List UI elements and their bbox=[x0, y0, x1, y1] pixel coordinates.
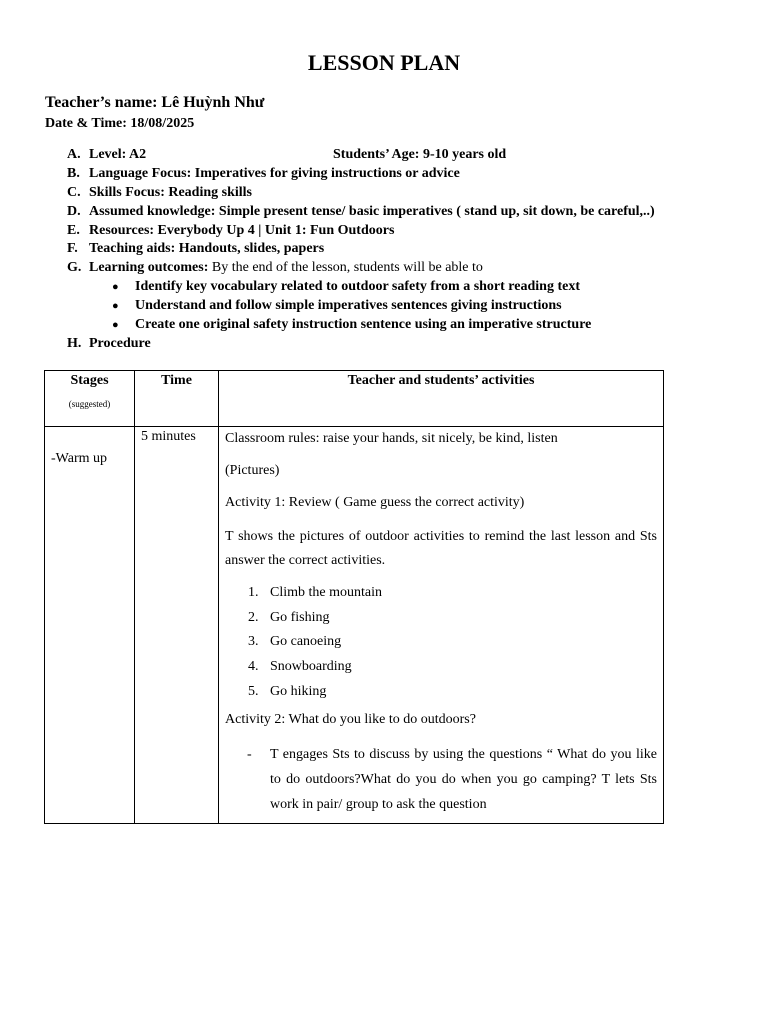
list-marker: G. bbox=[67, 260, 82, 276]
list-item bbox=[225, 680, 657, 705]
outcome-text: Create one original safety instruction sentence using an imperative structure bbox=[135, 317, 592, 333]
list-marker: H. bbox=[67, 335, 82, 351]
bullet-icon: ● bbox=[112, 281, 119, 294]
activity-2-title: Activity 2: What do you like to do outdoors? bbox=[225, 712, 476, 728]
page-title: LESSON PLAN bbox=[307, 50, 461, 75]
bullet-icon: ● bbox=[112, 300, 119, 313]
procedure-text: Procedure bbox=[89, 335, 151, 351]
list-marker: A. bbox=[67, 147, 81, 162]
item-text: Go fishing bbox=[270, 609, 330, 625]
info-level bbox=[67, 146, 655, 165]
list-marker: D. bbox=[67, 203, 81, 219]
table-row bbox=[45, 427, 664, 824]
list-marker: C. bbox=[67, 184, 81, 200]
item-number: 2. bbox=[248, 609, 259, 625]
header-time bbox=[135, 371, 219, 427]
info-skills-focus bbox=[67, 184, 655, 203]
classroom-rules: Classroom rules: raise your hands, sit nicely, be kind, listen bbox=[225, 431, 558, 446]
dash-marker: - bbox=[247, 747, 252, 763]
stage-cell: -Warm up bbox=[45, 427, 135, 824]
list-item bbox=[225, 606, 657, 631]
item-text: Go hiking bbox=[270, 683, 327, 699]
activities-cell bbox=[219, 427, 664, 824]
outcomes-list bbox=[67, 278, 655, 335]
outcome-text: Identify key vocabulary related to outdoor safety from a short reading text bbox=[135, 279, 580, 295]
suggested-label: (suggested) bbox=[68, 399, 111, 409]
time-cell: 5 minutes bbox=[135, 427, 219, 824]
activities-numbered-list bbox=[225, 581, 657, 704]
resources-text: Resources: Everybody Up 4 | Unit 1: Fun Outdoors bbox=[89, 222, 395, 238]
time-label: Time bbox=[161, 373, 192, 388]
list-marker: B. bbox=[67, 165, 80, 181]
pictures-note: (Pictures) bbox=[225, 463, 280, 478]
outcome-text: Understand and follow simple imperatives sentences giving instructions bbox=[135, 298, 562, 314]
table-header-row bbox=[45, 371, 664, 427]
students-age: Students’ Age: 9-10 years old bbox=[333, 147, 507, 162]
language-focus-text: Language Focus: Imperatives for giving instructions or advice bbox=[89, 165, 460, 181]
learning-outcomes-text: By the end of the lesson, students will be able to bbox=[208, 260, 483, 276]
activity-1-title: Activity 1: Review ( Game guess the correct activity) bbox=[225, 495, 525, 510]
list-item bbox=[225, 655, 657, 680]
header-stages bbox=[45, 371, 135, 427]
outcomes-bullets bbox=[67, 278, 655, 335]
activity-2-description: T engages Sts to discuss by using the questions “ What do you like to do outdoors?What do you do when you go camping? T lets Sts work in pair/ group to ask the question bbox=[270, 747, 657, 813]
activity-2-description-item bbox=[225, 742, 657, 817]
level-text: Level: A2 bbox=[89, 147, 147, 162]
list-item bbox=[225, 581, 657, 606]
info-resources bbox=[67, 222, 655, 241]
list-marker: E. bbox=[67, 222, 80, 238]
date-time: Date & Time: 18/08/2025 bbox=[45, 116, 195, 131]
item-number: 5. bbox=[248, 683, 259, 699]
assumed-knowledge-text: Assumed knowledge: Simple present tense/ basic imperatives ( stand up, sit down, be careful,..) bbox=[89, 203, 655, 219]
info-teaching-aids bbox=[67, 240, 655, 259]
item-number: 1. bbox=[248, 585, 259, 600]
list-item bbox=[225, 630, 657, 655]
info-assumed-knowledge bbox=[67, 203, 655, 222]
skills-focus-text: Skills Focus: Reading skills bbox=[89, 184, 252, 200]
item-number: 3. bbox=[248, 634, 259, 650]
bullet-icon: ● bbox=[112, 319, 119, 332]
item-text: Climb the mountain bbox=[270, 585, 382, 600]
info-procedure bbox=[67, 335, 655, 354]
teaching-aids-text: Teaching aids: Handouts, slides, papers bbox=[89, 241, 325, 257]
learning-outcomes-label: Learning outcomes: bbox=[89, 260, 209, 276]
item-text: Go canoeing bbox=[270, 634, 342, 650]
list-marker: F. bbox=[67, 241, 78, 257]
teacher-name: Teacher’s name: Lê Huỳnh Như bbox=[45, 94, 265, 111]
activities-label: Teacher and students’ activities bbox=[347, 373, 535, 388]
list-item bbox=[67, 278, 655, 297]
lesson-info-list bbox=[67, 146, 655, 354]
procedure-table bbox=[44, 370, 664, 824]
item-text: Snowboarding bbox=[270, 659, 352, 675]
list-item bbox=[67, 297, 655, 316]
stages-label: Stages bbox=[70, 373, 109, 388]
activity-1-description: T shows the pictures of outdoor activities to remind the last lesson and Sts answer the correct activities. bbox=[225, 529, 657, 568]
item-number: 4. bbox=[248, 659, 259, 675]
header-activities bbox=[219, 371, 664, 427]
info-language-focus bbox=[67, 165, 655, 184]
list-item bbox=[67, 316, 655, 335]
info-learning-outcomes bbox=[67, 259, 655, 278]
